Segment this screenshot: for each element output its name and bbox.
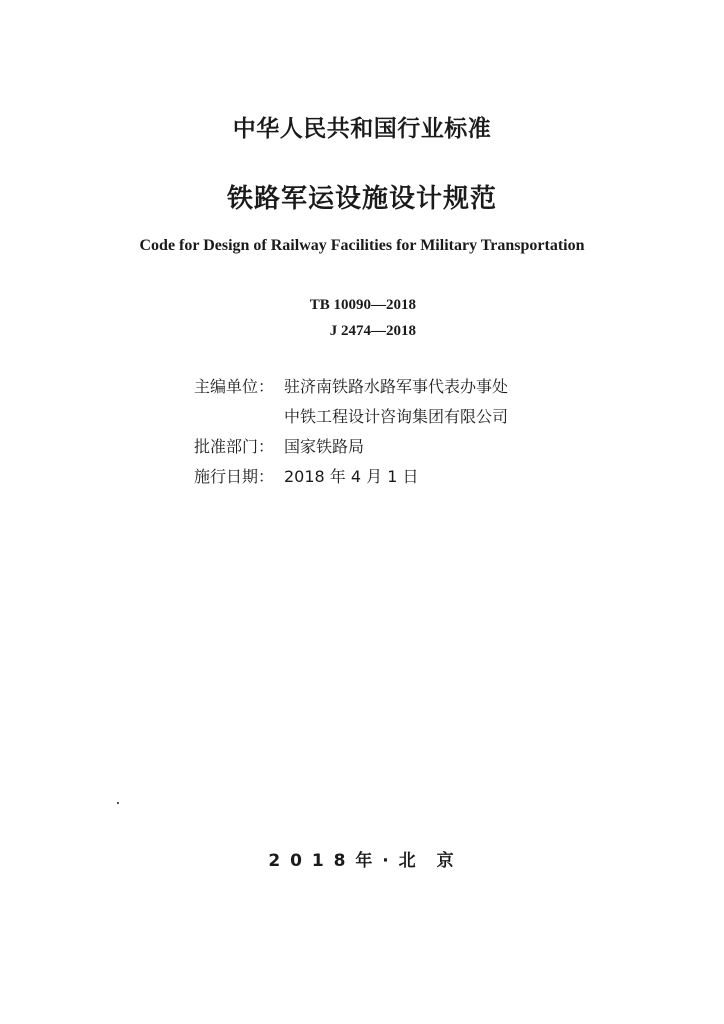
approver-value: 国家铁路局 — [284, 437, 365, 456]
standard-code-tb: TB 10090—2018 — [309, 297, 416, 313]
editor-row — [194, 372, 508, 432]
editor-unit-2: 中铁工程设计咨询集团有限公司 — [284, 407, 509, 426]
editor-label: 主编单位： — [194, 377, 275, 396]
publication-year-place: 2 0 1 8 年 · 北 京 — [268, 851, 456, 871]
approver-label: 批准部门： — [194, 437, 275, 456]
editor-unit-1: 驻济南铁路水路军事代表办事处 — [284, 377, 509, 396]
standard-codes — [296, 292, 416, 344]
document-title-en: Code for Design of Railway Facilities for Military Transportation — [139, 237, 585, 254]
scan-speck — [117, 802, 119, 804]
effective-date-label: 施行日期： — [194, 467, 275, 486]
document-title-cn: 铁路军运设施设计规范 — [226, 184, 497, 214]
approver-row — [194, 432, 508, 462]
standard-code-j: J 2474—2018 — [329, 323, 416, 339]
standard-category: 中华人民共和国行业标准 — [232, 116, 492, 142]
publication-info — [194, 372, 508, 492]
effective-date-row — [194, 462, 508, 492]
effective-date-value: 2018 年 4 月 1 日 — [284, 467, 419, 486]
editor-values — [284, 372, 508, 432]
